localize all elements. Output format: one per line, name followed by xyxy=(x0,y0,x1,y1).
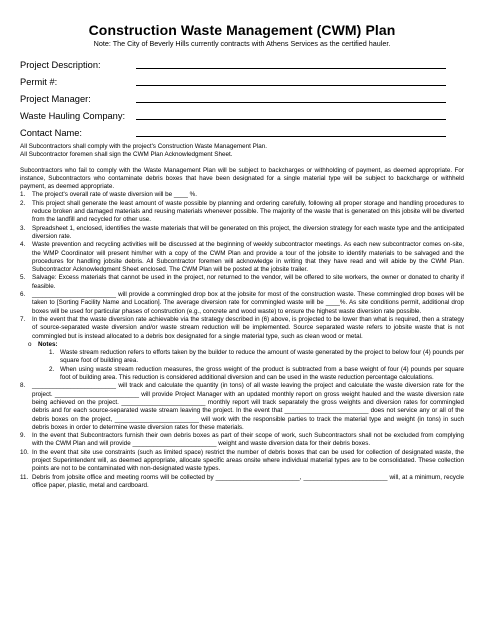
bullet-icon: o xyxy=(28,340,32,348)
item-number: 2. xyxy=(20,199,26,207)
item-text: The project's overall rate of waste diversion will be ____ %. xyxy=(32,191,198,199)
compliance-note-2: All Subcontractor foremen shall sign the CWM Plan Acknowledgment Sheet. xyxy=(20,151,233,159)
sub-item-number: 2. xyxy=(49,365,55,373)
item-number: 6. xyxy=(20,291,26,299)
plan-items-list-continued xyxy=(20,382,464,490)
document-title: Construction Waste Management (CWM) Plan xyxy=(88,22,396,38)
intro-paragraph: Subcontractors who fail to comply with the Waste Management Plan will be subject to backcharges or withholding of payment, as deemed appropriate. For instance, Subcontractors who contaminate debris boxes that have been designated for a single material type will be subject to backcharge or withheld payment, as deemed appropriate. xyxy=(20,166,464,191)
list-item xyxy=(20,200,464,225)
item-text: This project shall generate the least amount of waste possible by planning and ordering carefully, following all proper storage and handling procedures to reduce broken and damaged materials and reusing materials whenever possible. The majority of the waste that is generated on this jobsite will be diverted from the landfill and recycled for other use. xyxy=(32,199,464,224)
notes-heading xyxy=(20,341,464,349)
compliance-notes xyxy=(20,143,464,160)
item-number: 9. xyxy=(20,432,26,440)
item-number: 1. xyxy=(20,191,26,199)
item-number: 4. xyxy=(20,241,26,249)
item-number: 3. xyxy=(20,224,26,232)
item-text: ________________________ will provide a commingled drop box at the jobsite for most of the construction waste. These commingled drop boxes will be taken to [Sorting Facility Name and Location]. The average diversion rate for commingled waste will be ____%. As site conditions permit, additional drop boxes will be used for particular phases of construction (e.g., concrete and wood waste) to ensure the highest waste diversion rate possible. xyxy=(32,291,464,315)
field-project-manager xyxy=(20,88,464,105)
item-number: 7. xyxy=(20,315,26,323)
list-item xyxy=(20,241,464,274)
plan-items-list xyxy=(20,191,464,340)
field-label: Project Description: xyxy=(20,60,101,70)
item-number: 10. xyxy=(20,448,29,456)
field-contact-name xyxy=(20,122,464,139)
field-waste-hauling-company xyxy=(20,105,464,122)
item-number: 8. xyxy=(20,382,26,390)
item-text: ________________________ will track and calculate the quantity (in tons) of all waste leaving the project and calculate the waste diversion rate for the project. ________________________ will provide Project Manager with an updated monthly report on gross weight hauled and the waste diversion rate being achieved on the project. ________________________ monthly report will track separately the gross weights and diversion rates for commingled debris and for each source-separated waste stream leaving the project. In the event that ________________________ does not service any or all of the debris boxes on the project, ________________________ will work with the responsible parties to track the material type and weight (in tons) in such debris boxes in order to determine waste diversion rates for these materials. xyxy=(32,382,464,431)
list-item xyxy=(20,474,464,491)
sub-list-item xyxy=(49,349,464,366)
sub-item-text: When using waste stream reduction measures, the gross weight of the product is subtracted from a base weight of four (4) pounds per square foot of building area. This reduction is considered additional diversion and can be used in the waste reduction percentage calculations. xyxy=(60,365,464,382)
item-text: In the event that Subcontractors furnish their own debris boxes as part of their scope of work, such Subcontractors shall not be excluded from complying with the CWM Plan and will provide ________________________ weight and waste diversion data for their debris boxes. xyxy=(32,432,464,448)
list-item xyxy=(20,274,464,291)
item-text: Waste prevention and recycling activities will be discussed at the beginning of weekly subcontractor meetings. As each new subcontractor comes on-site, the WMP Coordinator will present him/her with a copy of the CWM Plan and provide a tour of the jobsite to identify materials to be salvaged and the procedures for handling jobsite debris. All Subcontractor foremen will acknowledge in writing that they have read and will abide by the CWM Plan. Subcontractor Acknowledgment Sheet enclosed. The CWM Plan will be posted at the jobsite trailer. xyxy=(32,241,464,274)
list-item xyxy=(20,191,464,199)
field-label: Project Manager: xyxy=(20,94,91,104)
project-manager-line[interactable] xyxy=(136,102,446,103)
item-text: In the event that the waste diversion rate achievable via the strategy described in (6) above, is projected to be lower than what is required, then a strategy of source-separated waste diversion and/or waste stream reduction will be implemented. Source separated waste refers to jobsite waste that is not commingled but is instead allocated to a debris box designated for a single material type, such as clean wood or metal. xyxy=(32,315,464,340)
list-item xyxy=(20,382,464,432)
list-item xyxy=(20,432,464,449)
sub-item-text: Waste stream reduction refers to efforts taken by the builder to reduce the amount of waste generated by the project to below four (4) pounds per square foot of building area. xyxy=(60,349,464,365)
project-fields xyxy=(20,54,464,139)
field-permit xyxy=(20,71,464,88)
waste-hauling-company-line[interactable] xyxy=(136,119,446,120)
list-item xyxy=(20,316,464,341)
item-number: 11. xyxy=(20,473,29,481)
item-text: Spreadsheet 1, enclosed, identifies the waste materials that will be generated on this project, the diversion strategy for each waste type and the anticipated diversion rate. xyxy=(32,224,464,240)
notes-sub-list xyxy=(20,349,464,382)
hauler-note: Note: The City of Beverly Hills currently contracts with Athens Services as the certified hauler. xyxy=(93,39,391,48)
list-item xyxy=(20,225,464,242)
list-item xyxy=(20,291,464,316)
cwm-plan-document xyxy=(20,22,464,490)
sub-item-number: 1. xyxy=(49,349,55,357)
field-label: Waste Hauling Company: xyxy=(20,111,126,121)
sub-list-item xyxy=(49,366,464,383)
field-project-description xyxy=(20,54,464,71)
field-label: Permit #: xyxy=(20,77,58,87)
permit-line[interactable] xyxy=(136,85,446,86)
field-label: Contact Name: xyxy=(20,128,83,138)
item-text: Debris from jobsite office and meeting rooms will be collected by ________________________, ________________________ will, at a minimum, recycle office paper, plastic, metal and cardboard. xyxy=(32,473,464,489)
item-number: 5. xyxy=(20,274,26,282)
contact-name-line[interactable] xyxy=(136,136,446,137)
list-item xyxy=(20,449,464,474)
compliance-note-1: All Subcontractors shall comply with the project's Construction Waste Management Plan. xyxy=(20,143,268,150)
project-description-line[interactable] xyxy=(136,68,446,69)
item-text: In the event that site use constraints (such as limited space) restrict the number of debris boxes that can be used for collection of designated waste, the project Superintendent will, as deemed appropriate, allocate specific areas onsite where individual material types are to be consolidated. These collection points are not to be contaminated with non-designated waste types. xyxy=(32,448,464,473)
item-text: Salvage: Excess materials that cannot be used in the project, nor returned to the vendor, will be offered to site workers, the owner or donated to charity if feasible. xyxy=(32,274,464,290)
notes-title: Notes: xyxy=(38,340,58,348)
